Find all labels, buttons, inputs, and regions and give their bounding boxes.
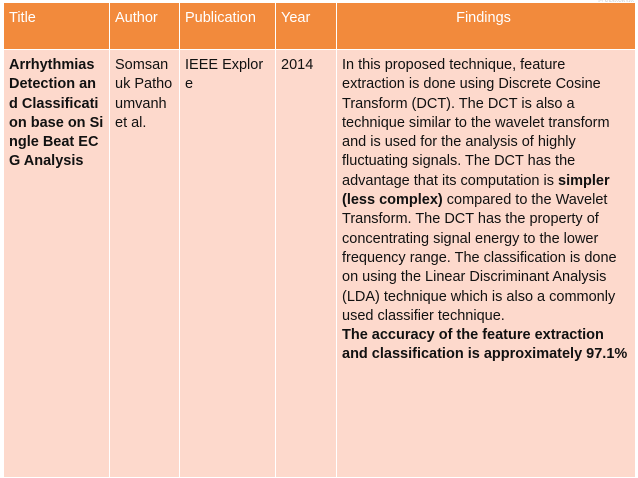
cell-author: Somsanuk Pathoumvanh et al. [110, 50, 180, 478]
header-findings: Findings [337, 3, 636, 50]
findings-emphasis: simpler (less complex) [342, 172, 610, 209]
header-row [4, 3, 636, 50]
cell-year: 2014 [276, 50, 337, 478]
table-row [4, 50, 636, 478]
table-body [4, 50, 636, 478]
header-publication: Publication [180, 3, 276, 50]
header-author: Author [110, 3, 180, 50]
findings-conclusion: The accuracy of the feature extraction and classification is approximately 97.1% [342, 327, 628, 363]
cell-title: Arrhythmias Detection and Classification base on Single Beat ECG Analysis [4, 50, 110, 478]
header-title: Title [4, 3, 110, 50]
cell-publication: IEEE Explore [180, 50, 276, 478]
findings-text-part1: In this proposed technique, feature extraction is done using Discrete Cosine Transform (DCT). The DCT is also a technique similar to the wavelet transform and is used for the analysis of highly fluctuating signals. The DCT has the advantage that its computation is [342, 57, 610, 189]
table-header [4, 3, 636, 50]
header-year: Year [276, 3, 337, 50]
findings-text-part2: compared to the Wavelet Transform. The DCT has the property of concentrating signal energy to the lower frequency range. The classification is done on using the Linear Discriminant Analysis (LDA) technique which is also a commonly used classifier technique. [342, 192, 617, 324]
cell-findings [337, 50, 636, 478]
literature-review-table [3, 2, 636, 478]
